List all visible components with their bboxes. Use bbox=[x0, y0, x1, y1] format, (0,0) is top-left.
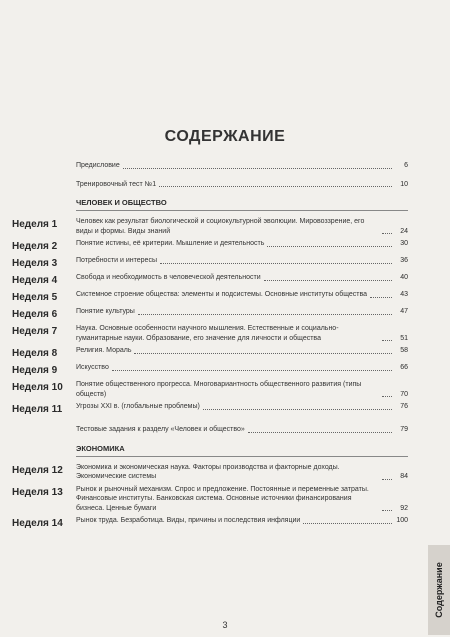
toc-entry-text: Тренировочный тест №1 bbox=[76, 180, 157, 188]
toc-entry[interactable] bbox=[12, 402, 408, 416]
toc-entry-text: Человек как результат биологической и социокультурной эволюции. Мировоззрение, его виды и формы. Виды знаний bbox=[76, 218, 365, 235]
toc-entry[interactable] bbox=[12, 273, 408, 287]
week-label: Неделя 9 bbox=[12, 365, 58, 376]
toc-entry[interactable] bbox=[12, 290, 408, 304]
toc-entry[interactable] bbox=[12, 217, 408, 236]
toc-entry[interactable] bbox=[12, 363, 408, 377]
toc-entry-preface[interactable] bbox=[12, 161, 408, 171]
dot-leader bbox=[382, 396, 392, 397]
page-number: 3 bbox=[222, 620, 228, 630]
dot-leader bbox=[370, 297, 392, 298]
dot-leader bbox=[160, 263, 392, 264]
toc-page-number: 43 bbox=[400, 291, 408, 298]
toc-entry-text: Предисловие bbox=[76, 162, 120, 169]
toc-entry[interactable] bbox=[12, 256, 408, 270]
dot-leader bbox=[138, 314, 392, 315]
toc-page-number: 58 bbox=[400, 347, 408, 354]
toc-entry-text: Понятие истины, её критерии. Мышление и деятельность bbox=[76, 240, 265, 247]
dot-leader bbox=[248, 432, 392, 433]
toc-entry-practice-test[interactable] bbox=[12, 180, 408, 190]
toc-entry[interactable] bbox=[12, 346, 408, 360]
page-title: СОДЕРЖАНИЕ bbox=[164, 128, 286, 145]
week-label: Неделя 13 bbox=[12, 486, 63, 498]
week-label: Неделя 7 bbox=[12, 326, 58, 337]
toc-entry-section-tests[interactable] bbox=[12, 425, 408, 435]
toc-entry-text: Потребности и интересы bbox=[76, 257, 157, 264]
table-of-contents bbox=[12, 161, 408, 533]
toc-entry-text: Экономика и экономическая наука. Факторы производства и факторные доходы. Экономические системы bbox=[76, 463, 340, 480]
dot-leader bbox=[382, 479, 392, 480]
toc-entry-text: Угрозы XXI в. (глобальные проблемы) bbox=[76, 403, 200, 410]
toc-page-number: 84 bbox=[400, 473, 408, 480]
week-label: Неделя 8 bbox=[12, 348, 58, 359]
toc-entry-text: Свобода и необходимость в человеческой деятельности bbox=[76, 274, 261, 281]
toc-page-number: 92 bbox=[400, 504, 408, 512]
toc-page-number: 24 bbox=[400, 227, 408, 235]
section-heading: ЧЕЛОВЕК И ОБЩЕСТВО bbox=[76, 198, 408, 211]
week-label: Неделя 5 bbox=[12, 292, 58, 303]
toc-page-number: 76 bbox=[400, 403, 408, 410]
toc-page-number: 10 bbox=[400, 180, 408, 188]
toc-entry-text: Системное строение общества: элементы и подсистемы. Основные институты общества bbox=[76, 291, 368, 298]
toc-entry[interactable] bbox=[12, 516, 408, 530]
toc-entry-text: Тестовые задания к разделу «Человек и общество» bbox=[76, 426, 245, 433]
toc-entry-text: Религия. Мораль bbox=[76, 347, 132, 354]
week-label: Неделя 10 bbox=[12, 382, 63, 393]
toc-page-number: 66 bbox=[400, 364, 408, 371]
toc-entry-text: Рынок и рыночный механизм. Спрос и предложение. Постоянные и переменные затраты. Финансовые институты. Банковская система. Основные источники финансирования бизнеса. Ценные бумаги bbox=[76, 485, 369, 512]
dot-leader bbox=[203, 409, 392, 410]
dot-leader bbox=[123, 168, 392, 169]
toc-page-number: 47 bbox=[400, 308, 408, 315]
dot-leader bbox=[112, 370, 392, 371]
dot-leader bbox=[382, 340, 392, 341]
side-tab-label: Содержание bbox=[434, 562, 444, 618]
week-label: Неделя 14 bbox=[12, 518, 63, 529]
week-label: Неделя 11 bbox=[12, 404, 63, 415]
toc-page-number: 70 bbox=[400, 390, 408, 398]
toc-entry[interactable] bbox=[12, 485, 408, 514]
toc-entry[interactable] bbox=[12, 239, 408, 253]
section-heading: ЭКОНОМИКА bbox=[76, 444, 408, 457]
dot-leader bbox=[159, 186, 392, 187]
toc-entry-text: Искусство bbox=[76, 364, 109, 371]
week-label: Неделя 6 bbox=[12, 309, 58, 320]
dot-leader bbox=[303, 523, 392, 524]
toc-entry-text: Рынок труда. Безработица. Виды, причины и последствия инфляции bbox=[76, 517, 301, 524]
toc-page-number: 100 bbox=[396, 517, 408, 524]
week-label: Неделя 1 bbox=[12, 219, 58, 230]
week-label: Неделя 2 bbox=[12, 241, 58, 252]
toc-entry[interactable] bbox=[12, 324, 408, 343]
toc-page-number: 40 bbox=[400, 274, 408, 281]
toc-page-number: 30 bbox=[400, 240, 408, 247]
toc-entry-text: Понятие культуры bbox=[76, 308, 135, 315]
toc-entry[interactable] bbox=[12, 380, 408, 399]
dot-leader bbox=[382, 510, 392, 511]
week-label: Неделя 4 bbox=[12, 275, 58, 286]
week-label: Неделя 3 bbox=[12, 258, 58, 269]
toc-page-number: 79 bbox=[400, 426, 408, 433]
dot-leader bbox=[264, 280, 392, 281]
toc-entry[interactable] bbox=[12, 463, 408, 482]
week-label: Неделя 12 bbox=[12, 464, 63, 476]
dot-leader bbox=[267, 246, 392, 247]
toc-entry[interactable] bbox=[12, 307, 408, 321]
toc-page-number: 36 bbox=[400, 257, 408, 264]
toc-entry-text: Наука. Основные особенности научного мышления. Естественные и социально-гуманитарные науки. Образование, его значение для личности и общества bbox=[76, 325, 339, 342]
toc-page-number: 6 bbox=[404, 162, 408, 169]
dot-leader bbox=[134, 353, 392, 354]
toc-entry-text: Понятие общественного прогресса. Многовариантность общественного развития (типы обществ) bbox=[76, 381, 362, 398]
dot-leader bbox=[382, 233, 392, 234]
toc-page-number: 51 bbox=[400, 334, 408, 342]
